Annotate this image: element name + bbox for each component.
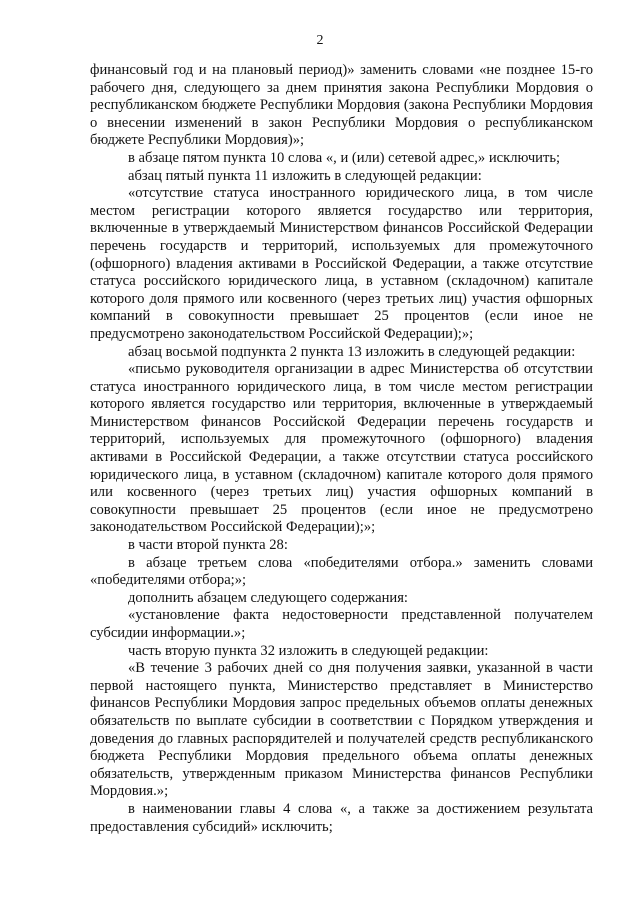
document-body bbox=[90, 62, 593, 836]
paragraph: абзац пятый пункта 11 изложить в следующей редакции: bbox=[128, 167, 482, 184]
paragraph: «отсутствие статуса иностранного юридического лица, в том числе местом регистрации которого является государство или территория, включенные в утверждаемый Министерством финансов Российской Федерации перечень государств и территорий, используемых для промежуточного (офшорного) владения активами в Российской Федерации, а также отсутствие статуса российского юридического лица, в уставном (складочном) капитале которого доля прямого или косвенного (через третьих лиц) участия офшорных компаний в совокупности превышает 25 процентов (если иное не предусмотрено законодательством Российской Федерации);»; bbox=[90, 185, 593, 342]
paragraph: «установление факта недостоверности представленной получателем субсидии информации.»; bbox=[90, 607, 593, 641]
paragraph: в абзаце пятом пункта 10 слова «, и (или) сетевой адрес,» исключить; bbox=[128, 149, 561, 166]
page-number: 2 bbox=[316, 33, 324, 48]
paragraph: часть вторую пункта 32 изложить в следующей редакции: bbox=[128, 642, 489, 659]
paragraph: «письмо руководителя организации в адрес Министерства об отсутствии статуса иностранного юридического лица, в том числе местом регистрации которого является государство или территория, включенные в утверждаемый Министерством финансов Российской Федерации перечень государств и территорий, используемых для промежуточного (офшорного) владения активами в Российской Федерации, а также отсутствии статуса российского юридического лица, в уставном (складочном) капитале которого доля прямого или косвенного (через третьих лиц) участия офшорных компаний в совокупности превышает 25 процентов (если иное не предусмотрено законодательством Российской Федерации);»; bbox=[90, 361, 593, 536]
paragraph: абзац восьмой подпункта 2 пункта 13 изложить в следующей редакции: bbox=[128, 343, 576, 360]
paragraph: в наименовании главы 4 слова «, а также за достижением результата предоставления субсидий» исключить; bbox=[90, 800, 593, 835]
paragraph: в части второй пункта 28: bbox=[128, 537, 288, 554]
paragraph: «В течение 3 рабочих дней со дня получения заявки, указанной в части первой настоящего пункта, Министерство представляет в Министерство финансов Республики Мордовия запрос предельных объемов оплаты денежных обязательств по выплате субсидии в соответствии с Порядком утверждения и доведения до главных распорядителей и получателей средств республиканского бюджета Республики Мордовия предельного объема оплаты денежных обязательств, утвержденным приказом Министерства финансов Республики Мордовия.»; bbox=[90, 660, 593, 800]
paragraph: финансовый год и на плановый период)» заменить словами «не позднее 15-го рабочего дня, следующего за днем принятия закона Республики Мордовия о республиканском бюджете Республики Мордовия (закона Республики Мордовия о внесении изменений в закон Республики Мордовия о республиканском бюджете Республики Мордовия)»; bbox=[90, 62, 593, 149]
paragraph: в абзаце третьем слова «победителями отбора.» заменить словами «победителями отбора;»; bbox=[90, 554, 593, 589]
paragraph: дополнить абзацем следующего содержания: bbox=[128, 589, 408, 606]
